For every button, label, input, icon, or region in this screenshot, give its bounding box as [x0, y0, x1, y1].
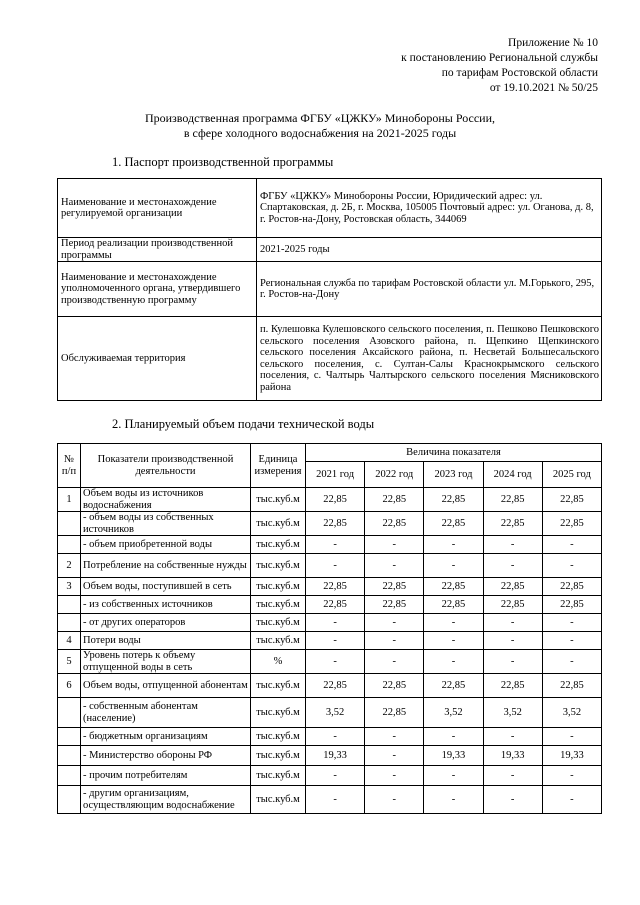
passport-value: п. Кулешовка Кулешовского сельского поселения, п. Пешково Пешковского сельского поселения Азовского района, п. Щепкино Щепкинского сельского поселения Аксайского района, п. Несветай Большесальского сельского поселения, с. Султан-Салы Краснокрымского сельского поселения, с. Чалтырь Чалтырского сельского поселения Мясниковского района — [257, 317, 602, 401]
row-value: - — [365, 632, 424, 650]
row-value: 22,85 — [542, 596, 601, 614]
section-heading-volume: 2. Планируемый объем подачи технической воды — [112, 417, 375, 431]
row-indicator: - бюджетным организациям — [81, 728, 251, 746]
row-value: - — [483, 632, 542, 650]
row-value: - — [424, 728, 483, 746]
appendix-block — [401, 36, 598, 96]
row-value: - — [365, 614, 424, 632]
row-value: - — [306, 766, 365, 786]
appendix-line: по тарифам Ростовской области — [441, 67, 598, 79]
row-num: 4 — [58, 632, 81, 650]
row-value: - — [483, 728, 542, 746]
row-indicator: - собственным абонентам (население) — [81, 698, 251, 728]
row-value: 22,85 — [306, 596, 365, 614]
row-num — [58, 698, 81, 728]
table-row — [58, 674, 602, 698]
row-value: - — [542, 554, 601, 578]
row-value: 22,85 — [365, 512, 424, 536]
row-value: - — [542, 786, 601, 814]
row-value: 22,85 — [424, 512, 483, 536]
table-row — [58, 512, 602, 536]
row-value: 22,85 — [542, 488, 601, 512]
row-unit: тыс.куб.м — [251, 596, 306, 614]
header-year: 2022 год — [365, 462, 424, 488]
row-value: 3,52 — [483, 698, 542, 728]
passport-value: 2021-2025 годы — [257, 238, 602, 262]
appendix-line: к постановлению Региональной службы — [401, 52, 598, 64]
header-row — [58, 444, 602, 462]
row-indicator: - объем воды из собственных источников — [81, 512, 251, 536]
row-value: 22,85 — [306, 674, 365, 698]
row-num — [58, 614, 81, 632]
row-value: - — [424, 614, 483, 632]
row-unit: % — [251, 650, 306, 674]
row-unit: тыс.куб.м — [251, 488, 306, 512]
row-unit: тыс.куб.м — [251, 786, 306, 814]
row-value: 3,52 — [306, 698, 365, 728]
row-value: 22,85 — [542, 512, 601, 536]
passport-row — [58, 238, 602, 262]
table-row — [58, 632, 602, 650]
table-row — [58, 536, 602, 554]
row-indicator: Потери воды — [81, 632, 251, 650]
row-indicator: Объем воды, отпущенной абонентам — [81, 674, 251, 698]
row-num: 3 — [58, 578, 81, 596]
row-value: - — [306, 536, 365, 554]
row-unit: тыс.куб.м — [251, 614, 306, 632]
row-value: 22,85 — [483, 488, 542, 512]
table-row — [58, 596, 602, 614]
row-value: 22,85 — [306, 512, 365, 536]
row-indicator: Объем воды, поступившей в сеть — [81, 578, 251, 596]
appendix-line: Приложение № 10 — [508, 37, 598, 49]
row-value: - — [424, 632, 483, 650]
row-value: - — [306, 650, 365, 674]
appendix-line: от 19.10.2021 № 50/25 — [489, 82, 598, 94]
row-value: 22,85 — [483, 596, 542, 614]
row-indicator: - Министерство обороны РФ — [81, 746, 251, 766]
header-year: 2023 год — [424, 462, 483, 488]
passport-row — [58, 317, 602, 401]
row-num: 2 — [58, 554, 81, 578]
row-value: 22,85 — [542, 674, 601, 698]
row-num — [58, 728, 81, 746]
passport-row — [58, 179, 602, 238]
row-value: - — [365, 554, 424, 578]
row-indicator: - прочим потребителям — [81, 766, 251, 786]
passport-key: Наименование и местонахождение регулируемой организации — [58, 179, 257, 238]
row-indicator: - другим организациям, осуществляющим водоснабжение — [81, 786, 251, 814]
row-value: - — [306, 728, 365, 746]
table-row — [58, 614, 602, 632]
table-row — [58, 488, 602, 512]
table-row — [58, 746, 602, 766]
row-value: 22,85 — [365, 698, 424, 728]
table-row — [58, 766, 602, 786]
row-value: - — [483, 554, 542, 578]
row-value: - — [483, 766, 542, 786]
row-value: 22,85 — [424, 578, 483, 596]
row-num — [58, 746, 81, 766]
row-value: - — [306, 786, 365, 814]
row-unit: тыс.куб.м — [251, 746, 306, 766]
table-row — [58, 554, 602, 578]
row-value: - — [306, 632, 365, 650]
row-unit: тыс.куб.м — [251, 766, 306, 786]
row-value: 22,85 — [542, 578, 601, 596]
row-unit: тыс.куб.м — [251, 728, 306, 746]
section-heading-passport: 1. Паспорт производственной программы — [112, 155, 334, 169]
table-row — [58, 698, 602, 728]
row-value: 3,52 — [424, 698, 483, 728]
row-num: 5 — [58, 650, 81, 674]
row-unit: тыс.куб.м — [251, 536, 306, 554]
table-row — [58, 578, 602, 596]
row-value: - — [424, 766, 483, 786]
row-value: - — [483, 536, 542, 554]
header-year: 2021 год — [306, 462, 365, 488]
row-value: 22,85 — [365, 488, 424, 512]
row-value: - — [483, 614, 542, 632]
row-value: 19,33 — [424, 746, 483, 766]
row-value: 22,85 — [424, 674, 483, 698]
row-value: - — [365, 786, 424, 814]
row-num — [58, 596, 81, 614]
title-line: Производственная программа ФГБУ «ЦЖКУ» Минобороны России, — [144, 111, 496, 125]
row-value: 19,33 — [306, 746, 365, 766]
row-value: - — [365, 728, 424, 746]
row-value: - — [424, 554, 483, 578]
row-value: - — [542, 632, 601, 650]
row-indicator: Уровень потерь к объему отпущенной воды в сеть — [81, 650, 251, 674]
row-unit: тыс.куб.м — [251, 512, 306, 536]
row-num — [58, 536, 81, 554]
row-unit: тыс.куб.м — [251, 698, 306, 728]
row-unit: тыс.куб.м — [251, 632, 306, 650]
header-value-group: Величина показателя — [306, 444, 602, 462]
passport-key: Наименование и местонахождение уполномоченного органа, утвердившего производственную программу — [58, 262, 257, 317]
row-value: 22,85 — [306, 578, 365, 596]
passport-value: ФГБУ «ЦЖКУ» Минобороны России, Юридический адрес: ул. Спартаковская, д. 2Б, г. Москва, 105005 Почтовый адрес: ул. Оганова, д. 8, г. Ростов-на-Дону, Ростовская область, 344069 — [257, 179, 602, 238]
row-value: - — [424, 786, 483, 814]
passport-key: Обслуживаемая территория — [58, 317, 257, 401]
header-unit: Единица измерения — [251, 444, 306, 488]
title-line: в сфере холодного водоснабжения на 2021-2025 годы — [183, 126, 457, 140]
row-value: - — [365, 536, 424, 554]
header-year: 2025 год — [542, 462, 601, 488]
row-value: - — [306, 554, 365, 578]
row-value: - — [483, 650, 542, 674]
row-unit: тыс.куб.м — [251, 578, 306, 596]
row-value: 22,85 — [424, 488, 483, 512]
row-unit: тыс.куб.м — [251, 674, 306, 698]
row-value: - — [424, 650, 483, 674]
row-num — [58, 766, 81, 786]
row-value: - — [424, 536, 483, 554]
row-value: 22,85 — [424, 596, 483, 614]
header-year: 2024 год — [483, 462, 542, 488]
row-value: 3,52 — [542, 698, 601, 728]
row-value: 22,85 — [365, 596, 424, 614]
row-value: 22,85 — [365, 578, 424, 596]
header-num: № п/п — [58, 444, 81, 488]
row-value: 22,85 — [483, 578, 542, 596]
row-value: 22,85 — [483, 512, 542, 536]
volume-table — [57, 443, 602, 814]
row-value: - — [542, 766, 601, 786]
document-title — [0, 111, 640, 141]
row-value: 19,33 — [542, 746, 601, 766]
row-num — [58, 512, 81, 536]
passport-row — [58, 262, 602, 317]
row-value: - — [365, 746, 424, 766]
row-value: - — [542, 614, 601, 632]
table-row — [58, 650, 602, 674]
row-value: - — [365, 766, 424, 786]
row-indicator: Потребление на собственные нужды — [81, 554, 251, 578]
row-num: 6 — [58, 674, 81, 698]
row-indicator: Объем воды из источников водоснабжения — [81, 488, 251, 512]
row-value: - — [542, 728, 601, 746]
row-value: 19,33 — [483, 746, 542, 766]
passport-table — [57, 178, 602, 401]
row-indicator: - из собственных источников — [81, 596, 251, 614]
row-value: - — [542, 650, 601, 674]
row-value: - — [365, 650, 424, 674]
row-indicator: - объем приобретенной воды — [81, 536, 251, 554]
row-value: 22,85 — [306, 488, 365, 512]
row-num: 1 — [58, 488, 81, 512]
row-value: - — [542, 536, 601, 554]
row-value: 22,85 — [365, 674, 424, 698]
row-value: - — [483, 786, 542, 814]
table-row — [58, 786, 602, 814]
table-row — [58, 728, 602, 746]
row-value: - — [306, 614, 365, 632]
row-num — [58, 786, 81, 814]
passport-key: Период реализации производственной программы — [58, 238, 257, 262]
row-indicator: - от других операторов — [81, 614, 251, 632]
row-unit: тыс.куб.м — [251, 554, 306, 578]
header-indicator: Показатели производственной деятельности — [81, 444, 251, 488]
row-value: 22,85 — [483, 674, 542, 698]
passport-value: Региональная служба по тарифам Ростовской области ул. М.Горького, 295, г. Ростов-на-Дону — [257, 262, 602, 317]
